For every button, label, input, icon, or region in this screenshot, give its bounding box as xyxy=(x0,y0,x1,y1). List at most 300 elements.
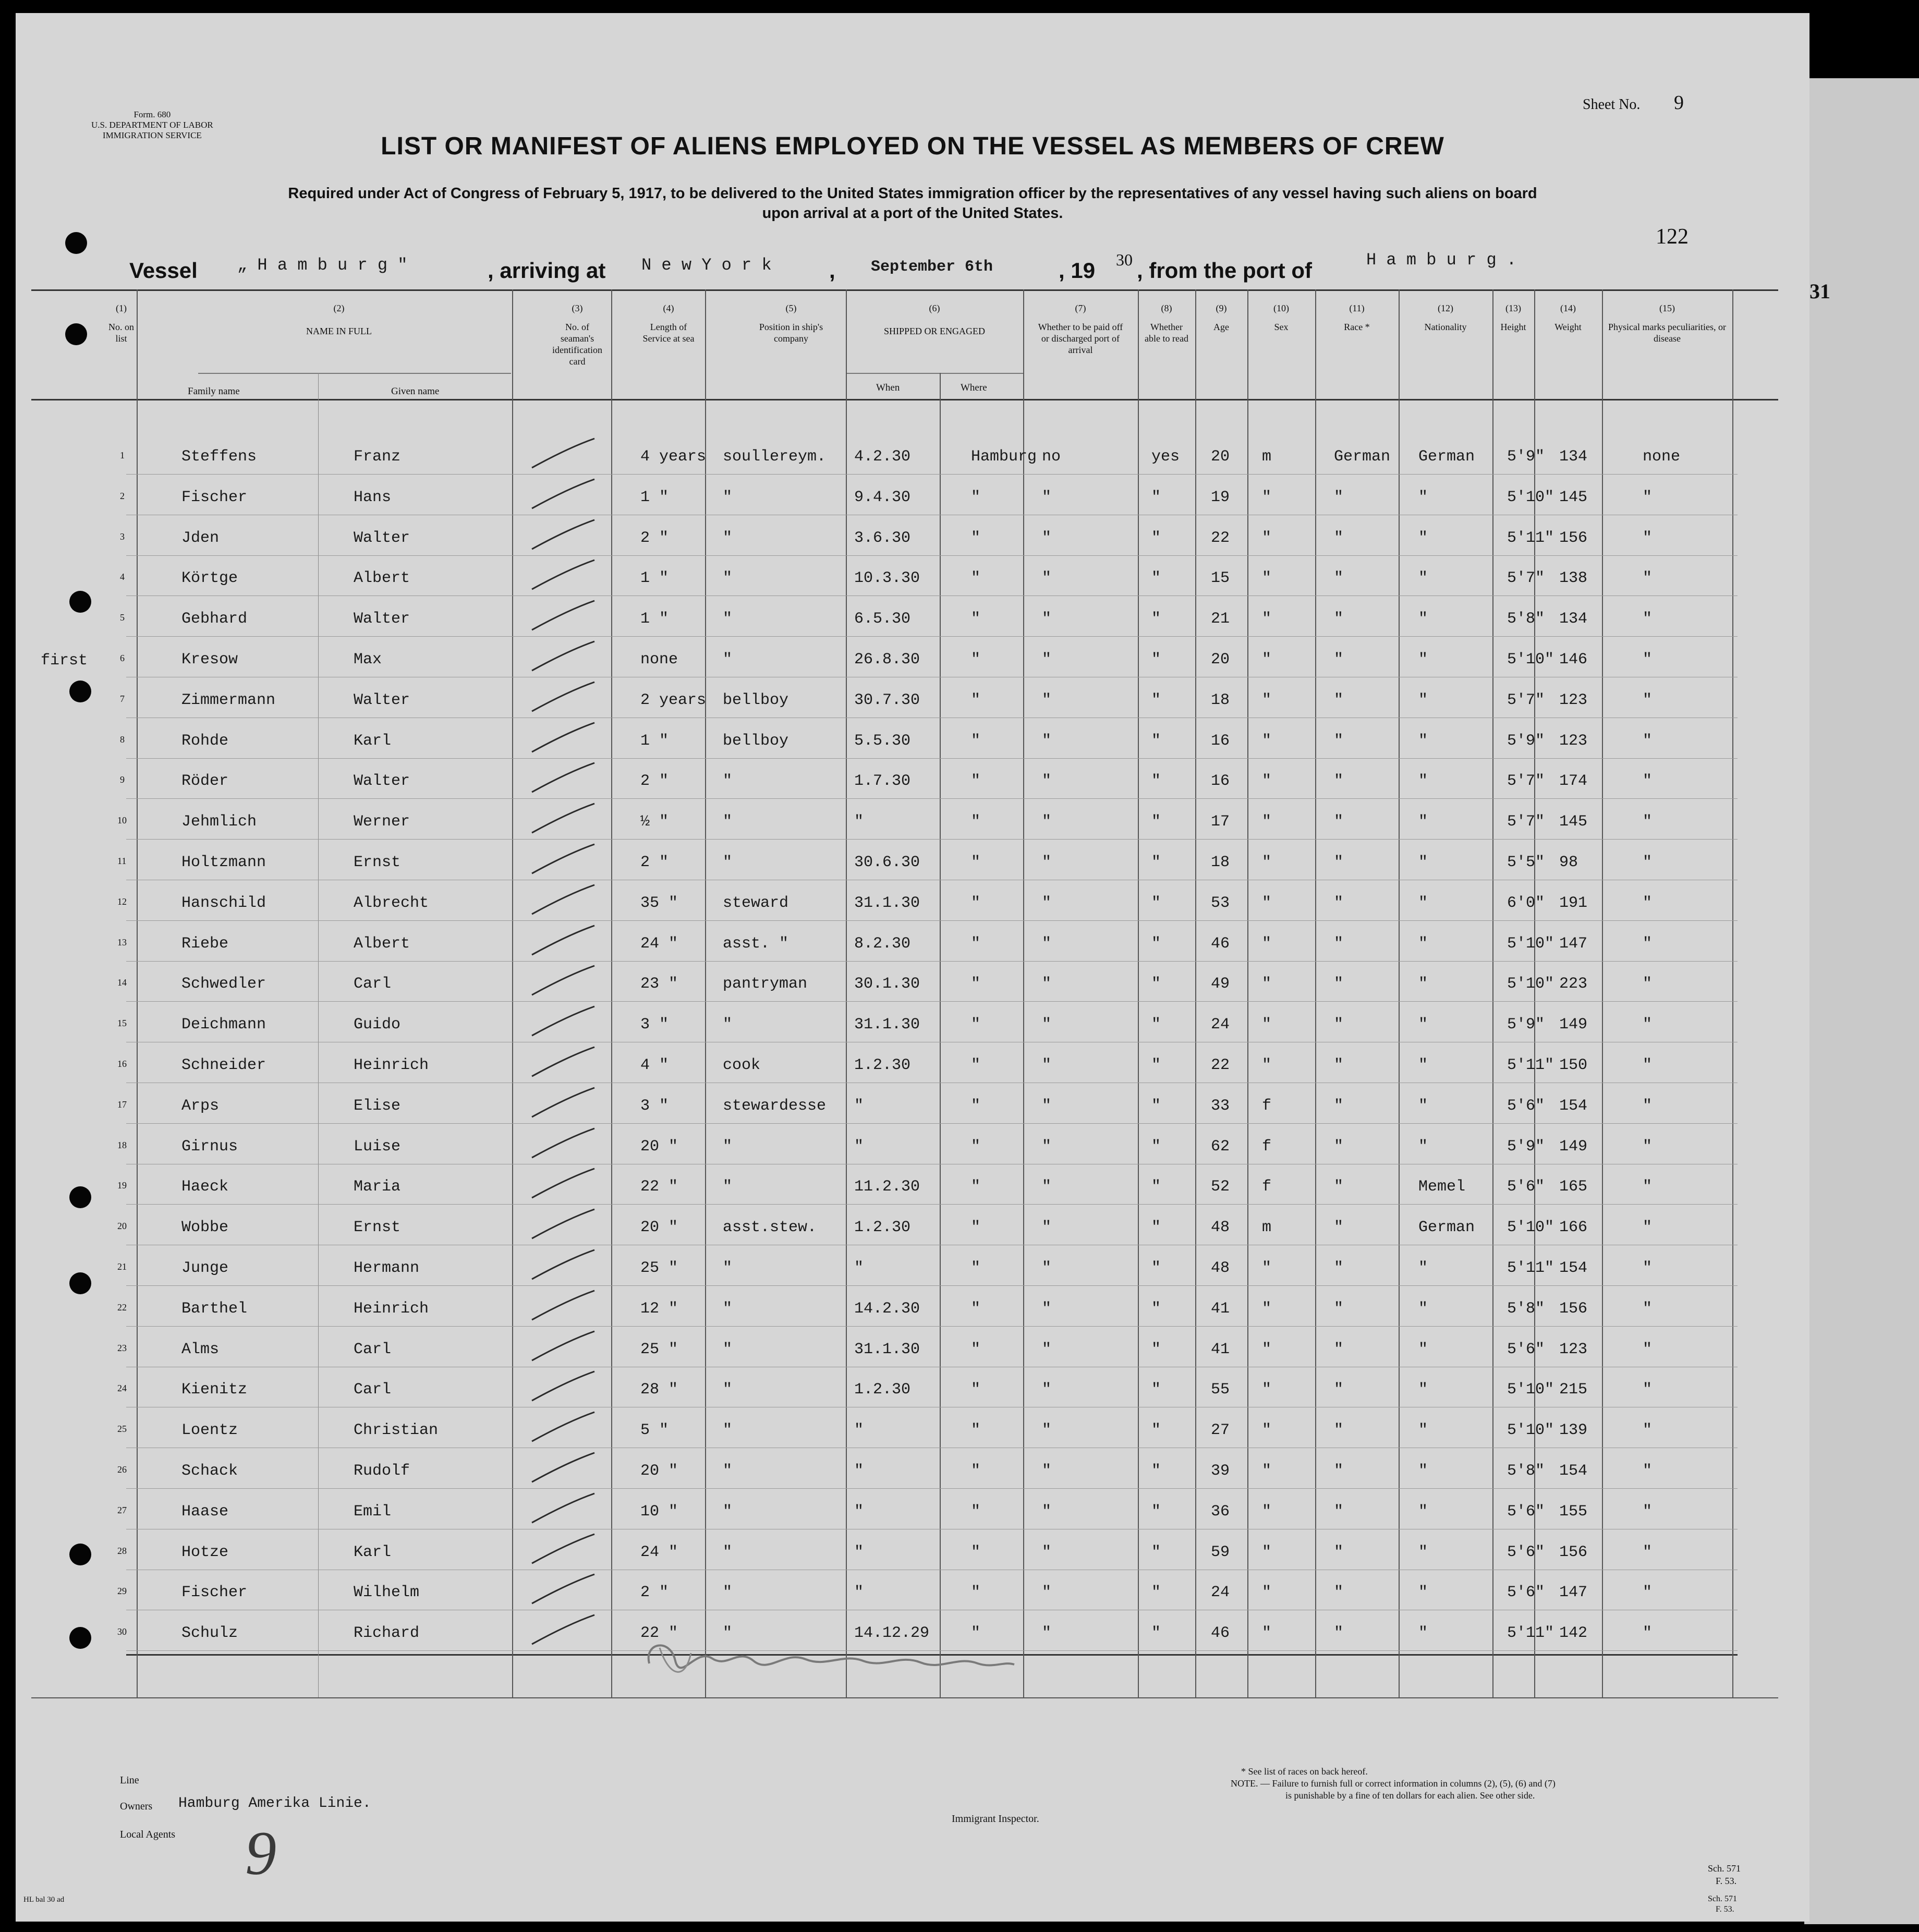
cell-when: 1.7.30 xyxy=(854,772,911,791)
cell-race: " xyxy=(1334,1543,1344,1561)
table-row xyxy=(16,1571,1809,1612)
cell-service: 1 " xyxy=(640,610,669,628)
cell-weight: 142 xyxy=(1559,1624,1588,1643)
cell-position: asst.stew. xyxy=(723,1219,817,1237)
cell-service: 2 " xyxy=(640,854,669,871)
cell-marks: " xyxy=(1643,529,1653,547)
cell-read: " xyxy=(1151,1502,1161,1521)
cell-family: Junge xyxy=(181,1259,229,1277)
cell-race: " xyxy=(1334,651,1344,669)
cell-height: 5'10" xyxy=(1507,934,1554,953)
cell-weight: 155 xyxy=(1559,1502,1588,1521)
cell-where: " xyxy=(971,732,981,750)
row-number: 22 xyxy=(117,1302,127,1313)
cell-paid: " xyxy=(1042,894,1052,912)
cell-given: Ernst xyxy=(354,854,401,871)
from-port-label: , from the port of xyxy=(1137,258,1312,283)
cell-sex: " xyxy=(1262,1543,1272,1561)
column-header xyxy=(1537,302,1599,333)
cell-weight: 150 xyxy=(1559,1056,1588,1074)
check-mark-icon xyxy=(521,841,600,878)
table-row xyxy=(16,800,1809,841)
cell-nat: " xyxy=(1418,1502,1428,1521)
cell-paid: " xyxy=(1042,651,1052,669)
cell-race: " xyxy=(1334,610,1344,628)
cell-given: Walter xyxy=(354,772,410,791)
column-number: (4) xyxy=(663,303,674,313)
cell-read: " xyxy=(1151,569,1161,588)
cell-given: Wilhelm xyxy=(354,1584,420,1602)
cell-race: " xyxy=(1334,1624,1344,1643)
cell-family: Schneider xyxy=(181,1056,266,1074)
cell-when: 31.1.30 xyxy=(854,894,920,912)
punch-hole xyxy=(65,232,87,254)
cell-race: " xyxy=(1334,1502,1344,1521)
cell-position: soullereym. xyxy=(723,448,827,466)
cell-age: 19 xyxy=(1211,488,1230,506)
cell-nat: " xyxy=(1418,610,1428,628)
cell-service: none xyxy=(640,651,678,669)
cell-height: 5'10" xyxy=(1507,1219,1554,1237)
table-row xyxy=(16,1003,1809,1044)
cell-marks: " xyxy=(1643,1178,1653,1196)
column-number: (2) xyxy=(333,303,345,313)
cell-nat: " xyxy=(1418,691,1428,709)
cell-given: Albert xyxy=(354,569,410,588)
cell-marks: " xyxy=(1643,1340,1653,1358)
cell-race: " xyxy=(1334,569,1344,588)
cell-race: " xyxy=(1334,1299,1344,1318)
column-number: (14) xyxy=(1560,303,1576,313)
cell-paid: " xyxy=(1042,569,1052,588)
cell-where: " xyxy=(971,1462,981,1480)
table-row xyxy=(16,517,1809,557)
cell-service: 2 years xyxy=(640,691,707,709)
cell-nat: " xyxy=(1418,1340,1428,1358)
cell-height: 5'10" xyxy=(1507,651,1554,669)
cell-read: " xyxy=(1151,1584,1161,1602)
column-number: (1) xyxy=(116,303,127,313)
cell-paid: " xyxy=(1042,1502,1052,1521)
cell-service: 25 " xyxy=(640,1340,678,1358)
print-code: HL bal 30 ad xyxy=(23,1895,65,1904)
cell-height: 5'9" xyxy=(1507,1137,1545,1156)
cell-service: 22 " xyxy=(640,1624,678,1643)
check-mark-icon xyxy=(521,760,600,796)
cell-weight: 134 xyxy=(1559,610,1588,628)
cell-given: Carl xyxy=(354,1381,392,1399)
cell-marks: " xyxy=(1643,934,1653,953)
page-number: 122 xyxy=(1656,225,1689,249)
column-label: Whether able to read xyxy=(1145,322,1188,344)
column-label: Position in ship's company xyxy=(759,322,823,344)
cell-service: 4 years xyxy=(640,448,707,466)
cell-position: cook xyxy=(723,1056,761,1074)
cell-where: " xyxy=(971,854,981,871)
cell-sex: " xyxy=(1262,529,1272,547)
cell-paid: " xyxy=(1042,1462,1052,1480)
table-row xyxy=(16,1206,1809,1247)
cell-height: 5'11" xyxy=(1507,1056,1554,1074)
cell-weight: 154 xyxy=(1559,1462,1588,1480)
column-label: Height xyxy=(1500,322,1526,332)
cell-weight: 147 xyxy=(1559,934,1588,953)
cell-read: " xyxy=(1151,813,1161,831)
check-mark-icon xyxy=(521,963,600,999)
footnote-fine: is punishable by a fine of ten dollars for each alien. See other side. xyxy=(1285,1790,1535,1801)
column-label: Whether to be paid off or discharged port of arrival xyxy=(1038,322,1123,355)
cell-given: Heinrich xyxy=(354,1299,429,1318)
cell-age: 39 xyxy=(1211,1462,1230,1480)
column-number: (3) xyxy=(572,303,583,313)
cell-where: " xyxy=(971,1421,981,1440)
cell-height: 5'8" xyxy=(1507,610,1545,628)
cell-weight: 165 xyxy=(1559,1178,1588,1196)
column-label: Physical marks peculiarities, or disease xyxy=(1608,322,1726,344)
cell-service: 20 " xyxy=(640,1219,678,1237)
cell-where: " xyxy=(971,1299,981,1318)
cell-sex: " xyxy=(1262,569,1272,588)
cell-nat: " xyxy=(1418,1421,1428,1440)
cell-sex: " xyxy=(1262,1056,1272,1074)
cell-read: " xyxy=(1151,1016,1161,1034)
cell-marks: " xyxy=(1643,813,1653,831)
cell-paid: " xyxy=(1042,529,1052,547)
cell-race: " xyxy=(1334,1259,1344,1277)
cell-nat: " xyxy=(1418,1584,1428,1602)
cell-position: pantryman xyxy=(723,975,808,993)
cell-position: " xyxy=(723,651,733,669)
cell-paid: " xyxy=(1042,813,1052,831)
row-number: 28 xyxy=(117,1545,127,1556)
cell-position: " xyxy=(723,1584,733,1602)
row-number: 4 xyxy=(120,572,125,582)
cell-age: 62 xyxy=(1211,1137,1230,1156)
cell-sex: " xyxy=(1262,1624,1272,1643)
cell-age: 16 xyxy=(1211,732,1230,750)
cell-family: Riebe xyxy=(181,934,229,953)
inspector-label: Immigrant Inspector. xyxy=(952,1813,1039,1825)
check-mark-icon xyxy=(521,1571,600,1608)
cell-paid: " xyxy=(1042,854,1052,871)
cell-paid: " xyxy=(1042,772,1052,791)
table-row xyxy=(16,1490,1809,1531)
cell-nat: " xyxy=(1418,1259,1428,1277)
cell-marks: none xyxy=(1643,448,1681,466)
cell-given: Walter xyxy=(354,610,410,628)
cell-paid: " xyxy=(1042,1137,1052,1156)
cell-given: Hermann xyxy=(354,1259,420,1277)
cell-nat: " xyxy=(1418,813,1428,831)
cell-read: " xyxy=(1151,1462,1161,1480)
footer-top-border xyxy=(31,1697,1778,1698)
cell-family: Kienitz xyxy=(181,1381,248,1399)
cell-age: 49 xyxy=(1211,975,1230,993)
cell-read: " xyxy=(1151,1421,1161,1440)
check-mark-icon xyxy=(521,517,600,553)
cell-sex: " xyxy=(1262,1462,1272,1480)
footnote-note: NOTE. — Failure to furnish full or correct information in columns (2), (5), (6) and (7) xyxy=(1231,1778,1556,1789)
cell-where: " xyxy=(971,1016,981,1034)
check-mark-icon xyxy=(521,720,600,756)
cell-position: " xyxy=(723,1462,733,1480)
sheet-number: 9 xyxy=(1674,92,1684,114)
cell-marks: " xyxy=(1643,894,1653,912)
arriving-port: N e w Y o r k xyxy=(641,256,772,275)
row-number: 8 xyxy=(120,734,125,745)
cell-nat: " xyxy=(1418,1381,1428,1399)
cell-where: " xyxy=(971,813,981,831)
cell-weight: 215 xyxy=(1559,1381,1588,1399)
cell-when: 3.6.30 xyxy=(854,529,911,547)
cell-height: 5'11" xyxy=(1507,1259,1554,1277)
column-label: Nationality xyxy=(1424,322,1467,332)
cell-nat: German xyxy=(1418,448,1475,466)
cell-read: " xyxy=(1151,691,1161,709)
row-number: 5 xyxy=(120,612,125,623)
cell-nat: " xyxy=(1418,569,1428,588)
cell-marks: " xyxy=(1643,1219,1653,1237)
cell-when: " xyxy=(854,1584,864,1602)
cell-race: " xyxy=(1334,732,1344,750)
cell-family: Fischer xyxy=(181,488,248,506)
cell-race: " xyxy=(1334,975,1344,993)
cell-race: " xyxy=(1334,1381,1344,1399)
cell-read: " xyxy=(1151,854,1161,871)
column-label: Age xyxy=(1213,322,1229,332)
cell-age: 20 xyxy=(1211,651,1230,669)
cell-height: 5'11" xyxy=(1507,1624,1554,1643)
column-label: Sex xyxy=(1274,322,1289,332)
cell-family: Schack xyxy=(181,1462,238,1480)
cell-read: " xyxy=(1151,610,1161,628)
cell-height: 5'8" xyxy=(1507,1299,1545,1318)
cell-read: " xyxy=(1151,1097,1161,1115)
cell-marks: " xyxy=(1643,1421,1653,1440)
cell-age: 41 xyxy=(1211,1340,1230,1358)
cell-height: 5'6" xyxy=(1507,1502,1545,1521)
cell-nat: " xyxy=(1418,854,1428,871)
cell-age: 41 xyxy=(1211,1299,1230,1318)
cell-paid: " xyxy=(1042,1340,1052,1358)
check-mark-icon xyxy=(521,882,600,918)
table-row xyxy=(16,1287,1809,1328)
column-label: Length of Service at sea xyxy=(642,322,695,344)
table-row xyxy=(16,1531,1809,1572)
column-header xyxy=(235,302,443,337)
cell-age: 53 xyxy=(1211,894,1230,912)
schedule-number: Sch. 571 xyxy=(1708,1863,1741,1874)
cell-sex: " xyxy=(1262,1584,1272,1602)
table-row xyxy=(16,922,1809,963)
cell-service: 35 " xyxy=(640,894,678,912)
cell-paid: " xyxy=(1042,1016,1052,1034)
footnote-races: * See list of races on back hereof. xyxy=(1241,1766,1368,1777)
cell-race: " xyxy=(1334,1097,1344,1115)
cell-nat: " xyxy=(1418,529,1428,547)
cell-when: " xyxy=(854,1097,864,1115)
cell-given: Walter xyxy=(354,691,410,709)
cell-weight: 191 xyxy=(1559,894,1588,912)
table-row xyxy=(16,1368,1809,1409)
cell-marks: " xyxy=(1643,569,1653,588)
cell-given: Albrecht xyxy=(354,894,429,912)
cell-position: " xyxy=(723,1259,733,1277)
cell-marks: " xyxy=(1643,651,1653,669)
row-number: 7 xyxy=(120,693,125,704)
row-number: 17 xyxy=(117,1099,127,1110)
cell-family: Wobbe xyxy=(181,1219,229,1237)
cell-service: 2 " xyxy=(640,1584,669,1602)
cell-race: " xyxy=(1334,934,1344,953)
cell-age: 46 xyxy=(1211,1624,1230,1643)
cell-service: 1 " xyxy=(640,569,669,588)
cell-marks: " xyxy=(1643,1299,1653,1318)
cell-marks: " xyxy=(1643,1097,1653,1115)
cell-height: 5'9" xyxy=(1507,448,1545,466)
column-label: NAME IN FULL xyxy=(306,326,372,336)
row-number: 3 xyxy=(120,531,125,542)
cell-given: Carl xyxy=(354,1340,392,1358)
cell-age: 24 xyxy=(1211,1016,1230,1034)
cell-marks: " xyxy=(1643,488,1653,506)
cell-service: 10 " xyxy=(640,1502,678,1521)
row-number: 11 xyxy=(117,856,127,866)
row-number: 23 xyxy=(117,1342,127,1353)
table-row xyxy=(16,679,1809,720)
cell-family: Haase xyxy=(181,1502,229,1521)
cell-when: " xyxy=(854,1137,864,1156)
cell-family: Kresow xyxy=(181,651,238,669)
cell-given: Maria xyxy=(354,1178,401,1196)
cell-family: Hotze xyxy=(181,1543,229,1561)
cell-height: 5'7" xyxy=(1507,813,1545,831)
cell-service: 25 " xyxy=(640,1259,678,1277)
table-row xyxy=(16,963,1809,1003)
cell-race: " xyxy=(1334,488,1344,506)
table-row xyxy=(16,1165,1809,1206)
cell-when: 30.1.30 xyxy=(854,975,920,993)
cell-where: " xyxy=(971,1178,981,1196)
cell-service: 12 " xyxy=(640,1299,678,1318)
check-mark-icon xyxy=(521,1003,600,1040)
row-number: 12 xyxy=(117,896,127,907)
cell-age: 24 xyxy=(1211,1584,1230,1602)
cell-sex: " xyxy=(1262,1421,1272,1440)
cell-service: 24 " xyxy=(640,1543,678,1561)
cell-family: Körtge xyxy=(181,569,238,588)
cell-race: German xyxy=(1334,448,1391,466)
cell-paid: " xyxy=(1042,1056,1052,1074)
cell-height: 5'11" xyxy=(1507,529,1554,547)
cell-service: 3 " xyxy=(640,1016,669,1034)
cell-race: " xyxy=(1334,1137,1344,1156)
column-number: (9) xyxy=(1216,303,1227,313)
cell-nat: " xyxy=(1418,1016,1428,1034)
cell-marks: " xyxy=(1643,975,1653,993)
cell-marks: " xyxy=(1643,691,1653,709)
column-number: (13) xyxy=(1505,303,1521,313)
cell-sex: " xyxy=(1262,894,1272,912)
sheet-label: Sheet No. xyxy=(1583,96,1641,113)
column-label: Weight xyxy=(1554,322,1582,332)
cell-height: 5'10" xyxy=(1507,1381,1554,1399)
table-row xyxy=(16,476,1809,517)
cell-read: " xyxy=(1151,1543,1161,1561)
cell-position: " xyxy=(723,1340,733,1358)
table-row xyxy=(16,1247,1809,1287)
cell-family: Fischer xyxy=(181,1584,248,1602)
subhead-when: When xyxy=(876,382,900,393)
table-row xyxy=(16,720,1809,760)
cell-read: " xyxy=(1151,1056,1161,1074)
check-mark-icon xyxy=(521,1287,600,1324)
check-mark-icon xyxy=(521,1531,600,1568)
table-row xyxy=(16,760,1809,800)
cell-family: Röder xyxy=(181,772,229,791)
cell-where: " xyxy=(971,691,981,709)
cell-height: 5'10" xyxy=(1507,975,1554,993)
cell-age: 17 xyxy=(1211,813,1230,831)
cell-paid: " xyxy=(1042,1219,1052,1237)
cell-given: Werner xyxy=(354,813,410,831)
cell-given: Walter xyxy=(354,529,410,547)
cell-age: 16 xyxy=(1211,772,1230,791)
cell-service: 1 " xyxy=(640,732,669,750)
cell-where: " xyxy=(971,1502,981,1521)
cell-position: " xyxy=(723,1543,733,1561)
cell-position: " xyxy=(723,813,733,831)
cell-height: 5'5" xyxy=(1507,854,1545,871)
document-subtitle-2: upon arrival at a port of the United States. xyxy=(762,205,1063,222)
document-subtitle-1: Required under Act of Congress of February 5, 1917, to be delivered to the United States immigration officer by the representatives of any vessel having such aliens on board xyxy=(288,185,1537,202)
cell-height: 5'8" xyxy=(1507,1462,1545,1480)
cell-service: 20 " xyxy=(640,1137,678,1156)
cell-read: " xyxy=(1151,1219,1161,1237)
cell-marks: " xyxy=(1643,1624,1653,1643)
row-number: 24 xyxy=(117,1383,127,1394)
cell-weight: 145 xyxy=(1559,488,1588,506)
row-number: 20 xyxy=(117,1221,127,1232)
cell-nat: " xyxy=(1418,975,1428,993)
column-header xyxy=(1198,302,1245,333)
arrival-year: 30 xyxy=(1116,250,1133,269)
cell-service: 20 " xyxy=(640,1462,678,1480)
cell-position: asst. " xyxy=(723,934,789,953)
cell-family: Schulz xyxy=(181,1624,238,1643)
owners-label: Owners xyxy=(120,1801,153,1812)
cell-weight: 154 xyxy=(1559,1097,1588,1115)
row-number: 27 xyxy=(117,1504,127,1515)
row-number: 25 xyxy=(117,1424,127,1435)
cell-family: Zimmermann xyxy=(181,691,276,709)
arrival-date: September 6th xyxy=(871,258,993,276)
cell-given: Albert xyxy=(354,934,410,953)
cell-when: 30.6.30 xyxy=(854,854,920,871)
cell-read: " xyxy=(1151,975,1161,993)
check-mark-icon xyxy=(521,922,600,959)
cell-when: 1.2.30 xyxy=(854,1381,911,1399)
department-name: U.S. DEPARTMENT OF LABOR xyxy=(91,120,213,130)
cell-where: " xyxy=(971,1259,981,1277)
check-mark-icon xyxy=(521,1409,600,1445)
column-label: Race * xyxy=(1344,322,1370,332)
cell-when: 14.2.30 xyxy=(854,1299,920,1318)
subhead-where: Where xyxy=(961,382,987,393)
cell-nat: German xyxy=(1418,1219,1475,1237)
cell-when: 4.2.30 xyxy=(854,448,911,466)
cell-read: " xyxy=(1151,772,1161,791)
